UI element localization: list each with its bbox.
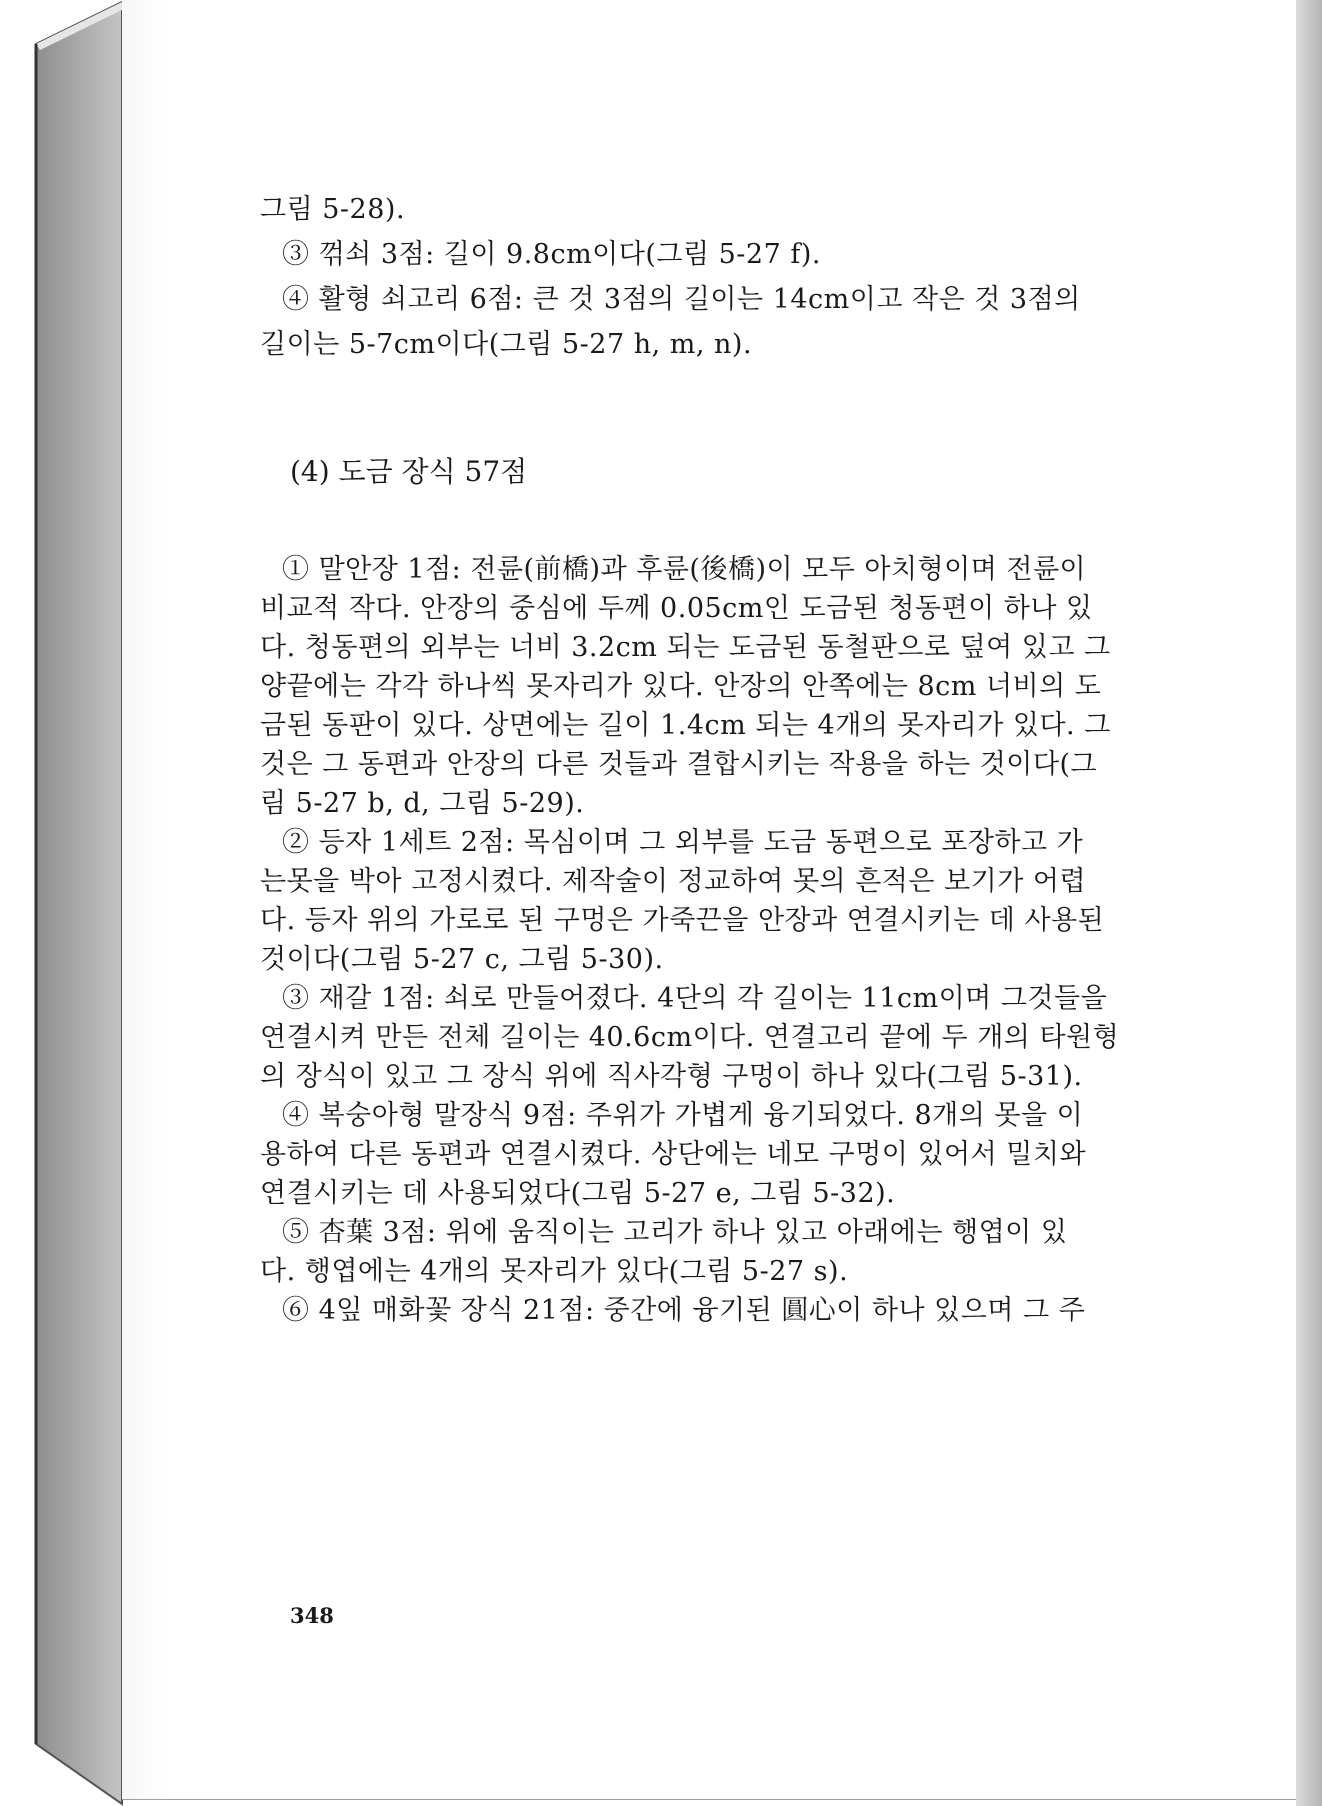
page-edge — [1296, 0, 1322, 1806]
text-line: ⑤ 杏葉 3점: 위에 움직이는 고리가 하나 있고 아래에는 행엽이 있 — [282, 1217, 1068, 1248]
text-line: 연결시키는 데 사용되었다(그림 5-27 e, 그림 5-32). — [260, 1178, 896, 1209]
text-line: 길이는 5-7cm이다(그림 5-27 h, m, n). — [260, 329, 753, 360]
text-line: 다. 등자 위의 가로로 된 구멍은 가죽끈을 안장과 연결시키는 데 사용된 — [260, 905, 1105, 936]
text-line: ③ 재갈 1점: 쇠로 만들어졌다. 4단의 각 길이는 11cm이며 그것들을 — [282, 983, 1108, 1014]
text-line: 다. 청동편의 외부는 너비 3.2cm 되는 도금된 동철판으로 덮여 있고 그 — [260, 632, 1111, 663]
text-line: 다. 행엽에는 4개의 못자리가 있다(그림 5-27 s). — [260, 1256, 849, 1287]
section-heading: (4) 도금 장식 57점 — [290, 455, 528, 488]
top-paragraphs — [260, 190, 1150, 364]
text-line: 것이다(그림 5-27 c, 그림 5-30). — [260, 944, 664, 975]
page-number: 348 — [290, 1603, 334, 1628]
text-line: 금된 동판이 있다. 상면에는 길이 1.4cm 되는 4개의 못자리가 있다. 그 — [260, 710, 1111, 741]
text-line: ④ 복숭아형 말장식 9점: 주위가 가볍게 융기되었다. 8개의 못을 이 — [282, 1100, 1084, 1131]
text-line: 비교적 작다. 안장의 중심에 두께 0.05cm인 도금된 청동편이 하나 있 — [260, 593, 1093, 624]
text-line: 그림 5-28). — [260, 194, 406, 225]
body-paragraphs — [260, 550, 1150, 1330]
text-line: ③ 꺾쇠 3점: 길이 9.8cm이다(그림 5-27 f). — [282, 239, 821, 270]
text-line: 림 5-27 b, d, 그림 5-29). — [260, 788, 585, 819]
text-line: 의 장식이 있고 그 장식 위에 직사각형 구멍이 하나 있다(그림 5-31). — [260, 1061, 1083, 1092]
book-spine — [0, 0, 124, 1806]
text-line: 연결시켜 만든 전체 길이는 40.6cm이다. 연결고리 끝에 두 개의 타원형 — [260, 1022, 1120, 1053]
text-line: 용하여 다른 동편과 연결시켰다. 상단에는 네모 구멍이 있어서 밀치와 — [260, 1139, 1087, 1170]
text-line: ⑥ 4잎 매화꽃 장식 21점: 중간에 융기된 圓心이 하나 있으며 그 주 — [282, 1295, 1086, 1326]
text-line: 는못을 박아 고정시켰다. 제작술이 정교하여 못의 흔적은 보기가 어렵 — [260, 866, 1087, 897]
text-line: 양끝에는 각각 하나씩 못자리가 있다. 안장의 안쪽에는 8cm 너비의 도 — [260, 671, 1102, 702]
text-line: ① 말안장 1점: 전륜(前橋)과 후륜(後橋)이 모두 아치형이며 전륜이 — [282, 554, 1087, 585]
text-line: ② 등자 1세트 2점: 목심이며 그 외부를 도금 동편으로 포장하고 가 — [282, 827, 1084, 858]
text-line: 것은 그 동편과 안장의 다른 것들과 결합시키는 작용을 하는 것이다(그 — [260, 749, 1098, 780]
text-line: ④ 활형 쇠고리 6점: 큰 것 3점의 길이는 14cm이고 작은 것 3점의 — [282, 284, 1081, 315]
